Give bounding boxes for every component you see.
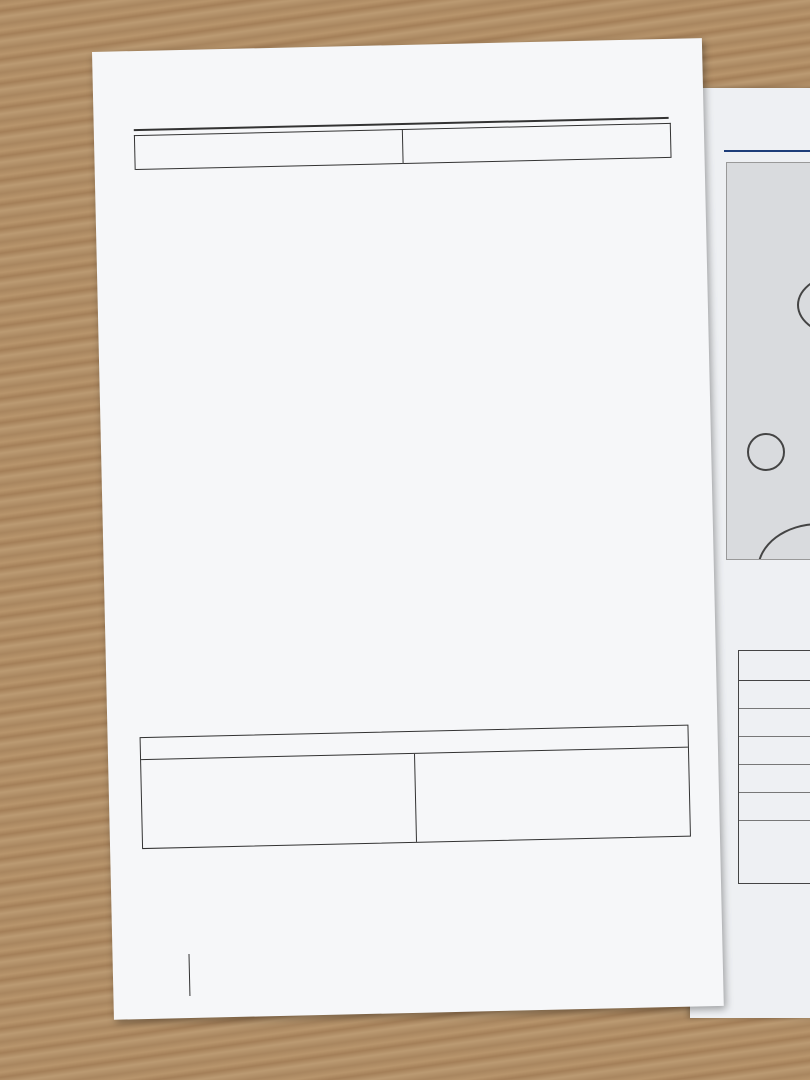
page-footer [173, 960, 189, 972]
car-outline-top [797, 273, 810, 337]
next-service-fields [141, 754, 416, 848]
performed-column [135, 130, 403, 170]
car-figure [726, 162, 810, 560]
damage-table-row [739, 737, 810, 765]
damage-table-header [739, 651, 810, 681]
car-outline-bottom [757, 523, 810, 560]
damage-table-row [739, 793, 810, 821]
damage-table [738, 650, 810, 884]
next-service-question [415, 748, 690, 842]
replacement-heading [402, 124, 670, 164]
right-page-rule [724, 150, 810, 152]
car-wheel [747, 433, 785, 471]
service-booklet-page [92, 38, 724, 1020]
footer-rule [188, 954, 190, 996]
service-form [134, 123, 672, 170]
damage-table-row [739, 709, 810, 737]
replacement-column [402, 124, 670, 164]
next-service-box [140, 725, 691, 849]
performed-heading [135, 130, 402, 170]
damage-table-row [739, 765, 810, 793]
damage-table-row [739, 681, 810, 709]
